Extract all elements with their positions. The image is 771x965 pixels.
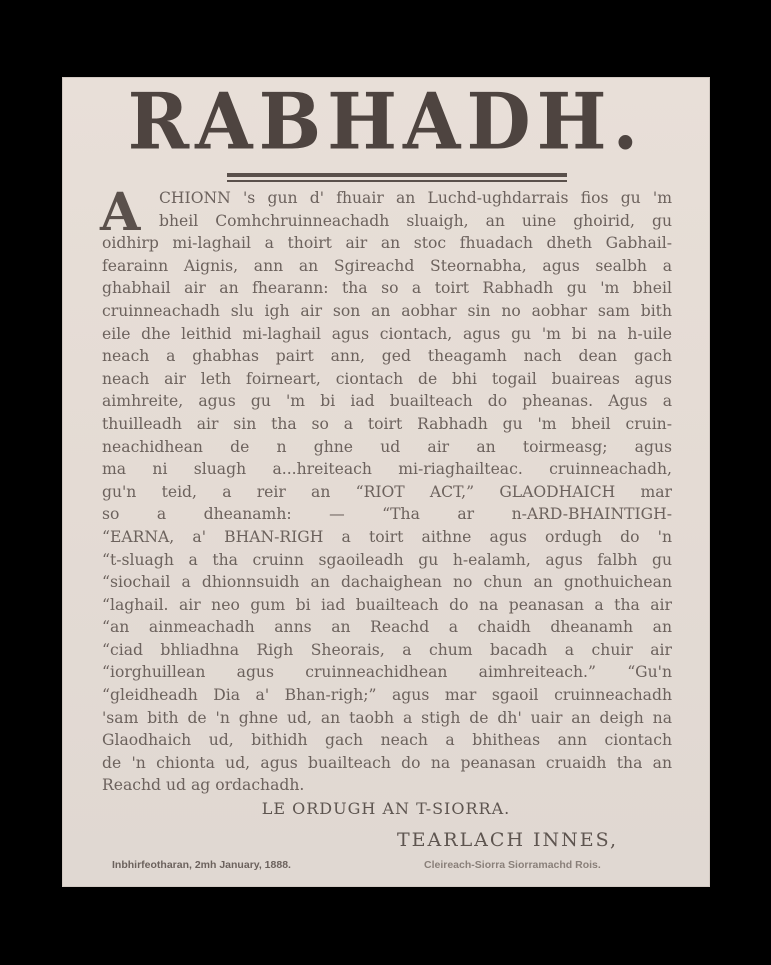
poster-title: RABHADH. [127,76,645,168]
body-line: “EARNA, a' BHAN-RIGH a toirt aithne agus ordugh do 'n [102,527,672,546]
title-rule-thin [227,180,567,182]
body-line: “laghail. air neo gum bi iad buailteach do na peanasan a tha air [102,595,672,614]
proclamation-poster [62,77,710,887]
proclamation-body [100,182,672,797]
body-line: CHIONN 's gun d' fhuair an Luchd-ughdarrais fios gu 'm [159,189,672,207]
body-line: oidhirp mi-laghail a thoirt air an stoc fhuadach dheth Gabhail- [102,234,672,253]
body-line: 'sam bith de 'n ghne ud, an taobh a stigh de dh' uair an deigh na [102,708,672,727]
body-line: “siochail a dhionnsuidh an dachaighean no chun an gnothuichean [102,573,672,592]
body-line: “ciad bhliadhna Righ Sheorais, a chum bacadh a chuir air [102,640,672,659]
body-line: cruinneachadh slu igh air son an aobhar sin no aobhar sam bith [102,301,672,320]
body-line: “an ainmeachadh anns an Reachd a chaidh dheanamh an [102,618,672,637]
body-line: Reachd ud ag ordachadh. [102,776,305,795]
body-line: Glaodhaich ud, bithidh gach neach a bhitheas ann ciontach [102,731,672,750]
body-line: “gleidheadh Dia a' Bhan-righ;” agus mar sgaoil cruinneachadh [102,686,672,705]
place-and-date: Inbhirfeotharan, 2mh January, 1888. [112,859,291,871]
title-rule-thick [227,173,567,177]
body-line: fearainn Aignis, ann an Sgireachd Steornabha, agus sealbh a [102,256,672,275]
body-line: gu'n teid, a reir an “RIOT ACT,” GLAODHAICH mar [102,482,672,501]
body-line: aimhreite, agus gu 'm bi iad buailteach do pheanas. Agus a [102,392,672,411]
body-line: eile dhe leithid mi-laghail agus ciontach, agus gu 'm bi na h-uile [102,324,672,343]
body-line: de 'n chionta ud, agus buailteach do na peanasan cruaidh tha an [102,753,672,772]
body-line: ma ni sluagh a...hreiteach mi-riaghailteac. cruinneachadh, [102,460,672,479]
body-line: ghabhail air an fhearann: tha so a toirt Rabhadh gu 'm bheil [102,279,672,298]
body-line: “t-sluagh a tha cruinn sgaoileadh gu h-ealamh, agus falbh gu [102,550,672,569]
drop-cap: A [100,182,141,243]
body-line: neachidhean de n ghne ud air an toirmeasg; agus [102,437,672,456]
body-line: bheil Comhchruinneachadh sluaigh, an uine ghoirid, gu [159,211,672,230]
body-line: thuilleadh air sin tha so a toirt Rabhadh gu 'm bheil cruin- [102,414,672,433]
signatory-office: Cleireach-Siorra Siorramachd Rois. [424,859,601,871]
signature-name: TEARLACH INNES, [397,829,619,851]
body-line: so a dheanamh: — “Tha ar n-ARD-BHAINTIGH- [102,505,672,524]
signoff-line: LE ORDUGH AN T-SIORRA. [261,799,511,818]
body-line: “iorghuillean agus cruinneachidhean aimhreiteach.” “Gu'n [102,663,672,682]
body-line: neach a ghabhas pairt ann, ged theagamh nach dean gach [102,347,672,366]
body-line: neach air leth foirneart, ciontach de bhi togail buaireas agus [102,369,672,388]
